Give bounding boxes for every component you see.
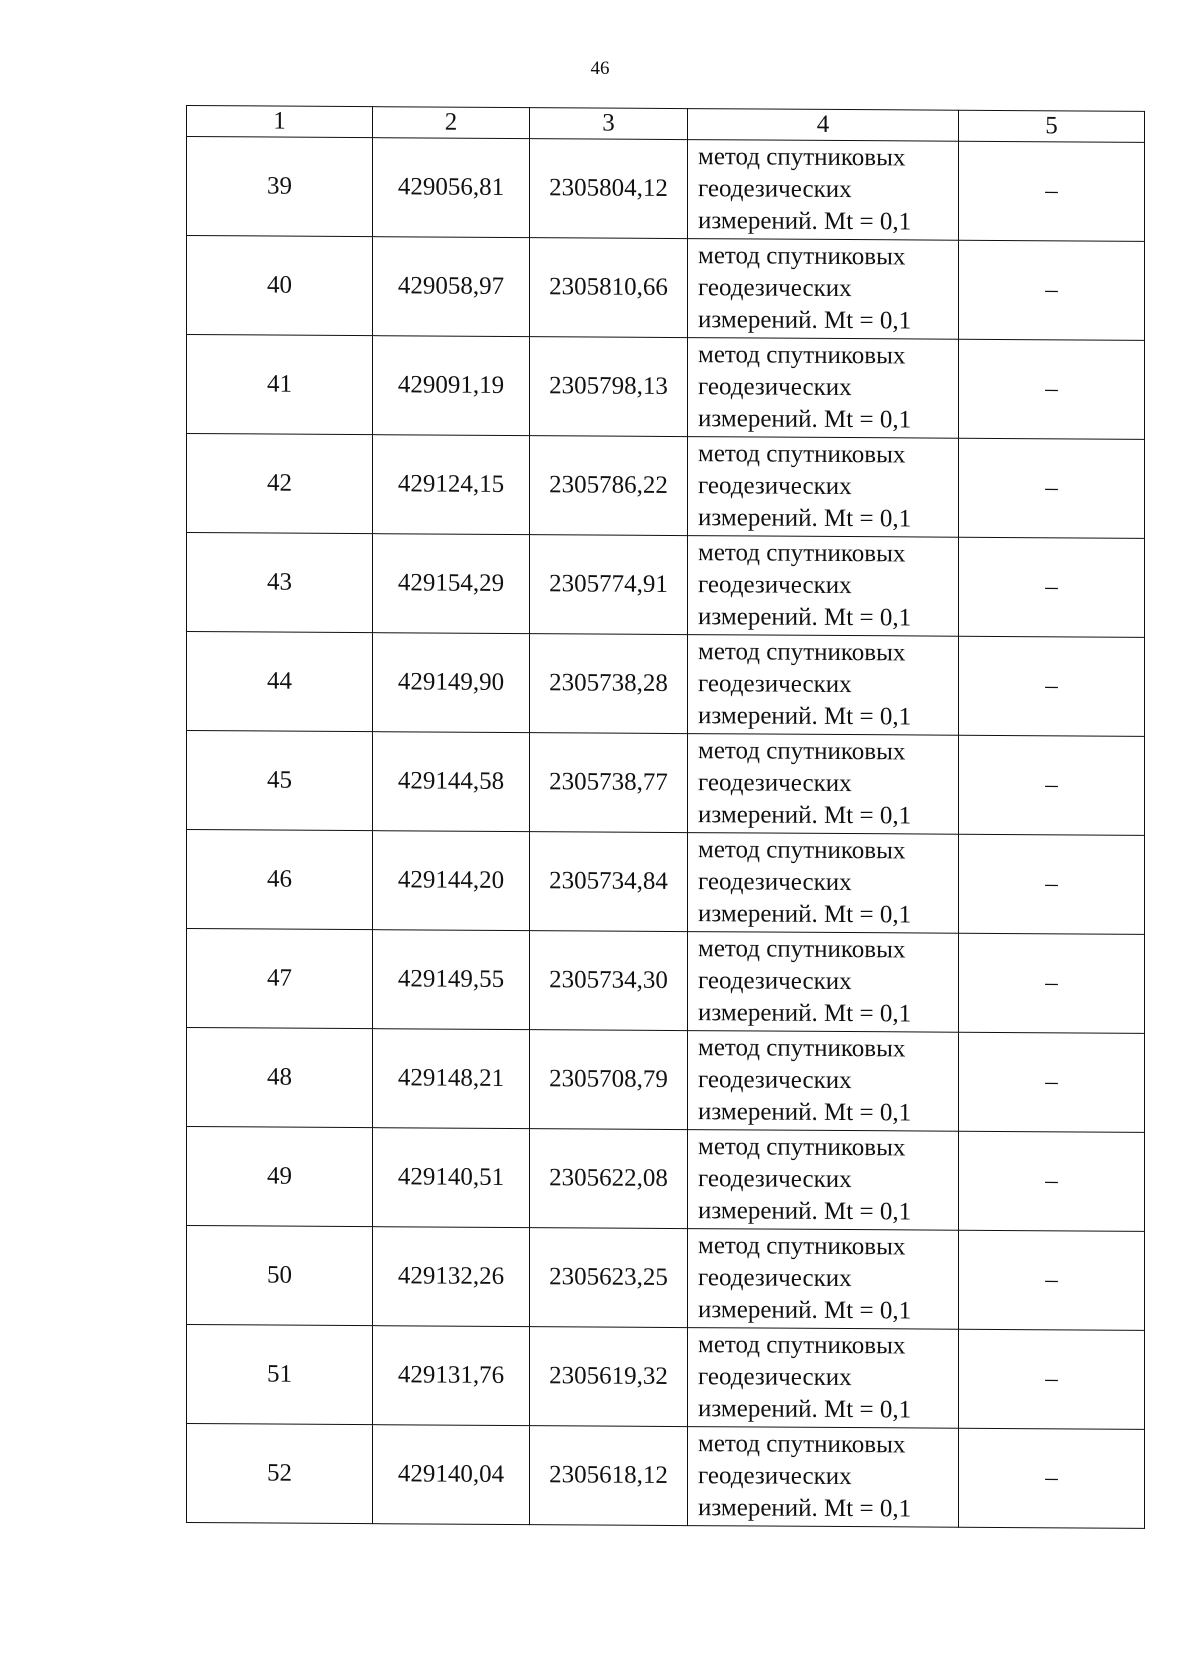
method-cell — [688, 734, 959, 835]
table-row — [187, 533, 1145, 638]
column-5-cell: – — [959, 735, 1145, 835]
x-coordinate-cell: 429058,97 — [373, 237, 530, 337]
x-coordinate-cell: 429056,81 — [373, 138, 530, 238]
table-row — [187, 137, 1145, 242]
method-line: измерений. Mt = 0,1 — [698, 207, 912, 236]
x-coordinate-cell: 429148,21 — [373, 1029, 530, 1129]
method-line: измерений. Mt = 0,1 — [698, 1098, 912, 1127]
method-line: метод спутниковых — [698, 1331, 906, 1360]
x-coordinate-cell: 429091,19 — [373, 336, 530, 436]
method-line: метод спутниковых — [698, 737, 906, 766]
method-cell — [688, 536, 959, 637]
method-line: измерений. Mt = 0,1 — [698, 702, 912, 731]
method-cell — [688, 1130, 959, 1231]
y-coordinate-cell: 2305786,22 — [530, 436, 688, 536]
method-cell — [688, 437, 959, 538]
method-cell — [688, 338, 959, 439]
method-line: метод спутниковых — [698, 638, 906, 667]
method-line: геодезических — [698, 1165, 852, 1194]
y-coordinate-cell: 2305798,13 — [530, 337, 688, 437]
table-row — [187, 731, 1145, 836]
table-row — [187, 1028, 1145, 1133]
point-number-cell: 43 — [187, 533, 373, 633]
point-number-cell: 48 — [187, 1028, 373, 1128]
table-row — [187, 1325, 1145, 1430]
method-line: метод спутниковых — [698, 341, 906, 370]
x-coordinate-cell: 429131,76 — [373, 1326, 530, 1426]
method-cell — [688, 833, 959, 934]
method-line: метод спутниковых — [698, 1232, 906, 1261]
column-5-cell: – — [959, 240, 1145, 340]
table-row — [187, 434, 1145, 539]
y-coordinate-cell: 2305622,08 — [530, 1129, 688, 1229]
table-row — [187, 929, 1145, 1034]
method-line: измерений. Mt = 0,1 — [698, 801, 912, 830]
method-line: измерений. Mt = 0,1 — [698, 1197, 912, 1226]
method-line: измерений. Mt = 0,1 — [698, 900, 912, 929]
method-line: геодезических — [698, 1462, 852, 1491]
method-line: геодезических — [698, 967, 852, 996]
method-line: измерений. Mt = 0,1 — [698, 999, 912, 1028]
method-line: измерений. Mt = 0,1 — [698, 1395, 912, 1424]
point-number-cell: 42 — [187, 434, 373, 534]
y-coordinate-cell: 2305774,91 — [530, 535, 688, 635]
page-number: 46 — [590, 58, 610, 79]
x-coordinate-cell: 429149,55 — [373, 930, 530, 1030]
point-number-cell: 47 — [187, 929, 373, 1029]
point-number-cell: 51 — [187, 1325, 373, 1425]
method-line: измерений. Mt = 0,1 — [698, 306, 912, 335]
method-line: метод спутниковых — [698, 836, 906, 865]
column-header-3: 3 — [530, 108, 688, 140]
x-coordinate-cell: 429132,26 — [373, 1227, 530, 1327]
method-line: метод спутниковых — [698, 143, 906, 172]
column-header-1: 1 — [187, 106, 373, 138]
method-line: измерений. Mt = 0,1 — [698, 1296, 912, 1325]
method-line: метод спутниковых — [698, 242, 906, 271]
y-coordinate-cell: 2305623,25 — [530, 1228, 688, 1328]
table-row — [187, 335, 1145, 440]
column-5-cell: – — [959, 1428, 1145, 1528]
y-coordinate-cell: 2305734,84 — [530, 832, 688, 932]
method-line: геодезических — [698, 670, 852, 699]
y-coordinate-cell: 2305738,28 — [530, 634, 688, 734]
column-5-cell: – — [959, 339, 1145, 439]
method-line: геодезических — [698, 373, 852, 402]
column-5-cell: – — [959, 1230, 1145, 1330]
y-coordinate-cell: 2305810,66 — [530, 238, 688, 338]
x-coordinate-cell: 429154,29 — [373, 534, 530, 634]
method-line: геодезических — [698, 868, 852, 897]
column-5-cell: – — [959, 933, 1145, 1033]
point-number-cell: 39 — [187, 137, 373, 237]
coordinates-table — [186, 105, 1145, 1529]
table-row — [187, 1127, 1145, 1232]
x-coordinate-cell: 429149,90 — [373, 633, 530, 733]
x-coordinate-cell: 429140,51 — [373, 1128, 530, 1228]
method-line: геодезических — [698, 1264, 852, 1293]
y-coordinate-cell: 2305708,79 — [530, 1030, 688, 1130]
method-line: измерений. Mt = 0,1 — [698, 504, 912, 533]
method-line: геодезических — [698, 1066, 852, 1095]
y-coordinate-cell: 2305619,32 — [530, 1327, 688, 1427]
y-coordinate-cell: 2305734,30 — [530, 931, 688, 1031]
method-line: геодезических — [698, 1363, 852, 1392]
method-cell — [688, 635, 959, 736]
method-cell — [688, 1427, 959, 1528]
table-row — [187, 632, 1145, 737]
method-line: геодезических — [698, 769, 852, 798]
method-line: геодезических — [698, 571, 852, 600]
column-5-cell: – — [959, 141, 1145, 241]
point-number-cell: 52 — [187, 1424, 373, 1524]
table-row — [187, 830, 1145, 935]
x-coordinate-cell: 429144,20 — [373, 831, 530, 931]
method-line: метод спутниковых — [698, 1034, 906, 1063]
x-coordinate-cell: 429140,04 — [373, 1425, 530, 1525]
table-row — [187, 1226, 1145, 1331]
point-number-cell: 40 — [187, 236, 373, 336]
column-header-4: 4 — [688, 109, 959, 142]
column-header-2: 2 — [373, 107, 530, 139]
method-line: метод спутниковых — [698, 935, 906, 964]
method-cell — [688, 239, 959, 340]
method-cell — [688, 1328, 959, 1429]
table-row — [187, 236, 1145, 341]
point-number-cell: 49 — [187, 1127, 373, 1227]
method-cell — [688, 932, 959, 1033]
y-coordinate-cell: 2305804,12 — [530, 139, 688, 239]
method-cell — [688, 140, 959, 241]
point-number-cell: 41 — [187, 335, 373, 435]
method-line: метод спутниковых — [698, 539, 906, 568]
column-5-cell: – — [959, 1032, 1145, 1132]
x-coordinate-cell: 429124,15 — [373, 435, 530, 535]
column-5-cell: – — [959, 537, 1145, 637]
method-line: метод спутниковых — [698, 440, 906, 469]
column-5-cell: – — [959, 438, 1145, 538]
method-line: измерений. Mt = 0,1 — [698, 405, 912, 434]
table-row — [187, 1424, 1145, 1529]
method-line: геодезических — [698, 175, 852, 204]
method-line: метод спутниковых — [698, 1133, 906, 1162]
y-coordinate-cell: 2305738,77 — [530, 733, 688, 833]
method-cell — [688, 1031, 959, 1132]
column-header-5: 5 — [959, 110, 1145, 142]
column-5-cell: – — [959, 834, 1145, 934]
y-coordinate-cell: 2305618,12 — [530, 1426, 688, 1526]
method-cell — [688, 1229, 959, 1330]
column-5-cell: – — [959, 1131, 1145, 1231]
table-body — [187, 137, 1145, 1529]
column-5-cell: – — [959, 636, 1145, 736]
point-number-cell: 50 — [187, 1226, 373, 1326]
point-number-cell: 45 — [187, 731, 373, 831]
x-coordinate-cell: 429144,58 — [373, 732, 530, 832]
point-number-cell: 46 — [187, 830, 373, 930]
method-line: геодезических — [698, 274, 852, 303]
method-line: метод спутниковых — [698, 1430, 906, 1459]
point-number-cell: 44 — [187, 632, 373, 732]
method-line: геодезических — [698, 472, 852, 501]
column-5-cell: – — [959, 1329, 1145, 1429]
method-line: измерений. Mt = 0,1 — [698, 1494, 912, 1523]
method-line: измерений. Mt = 0,1 — [698, 603, 912, 632]
